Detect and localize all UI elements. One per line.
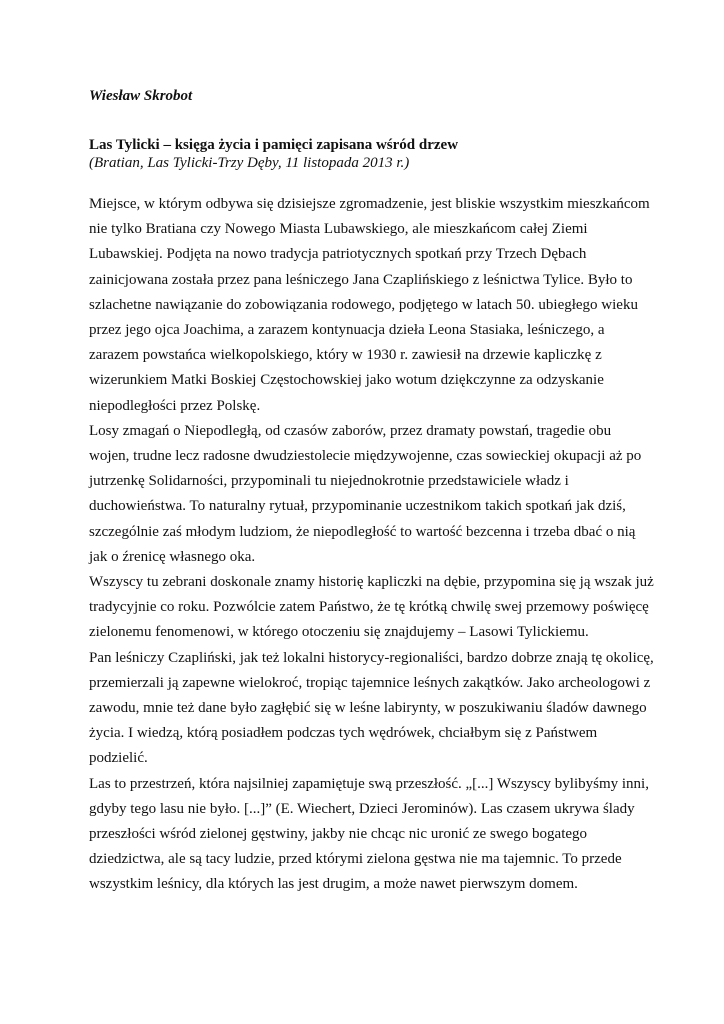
text-line: gdyby tego lasu nie było. [...]” (E. Wiechert, Dzieci Jerominów). Las czasem ukrywa ślady (89, 800, 635, 817)
text-line: Losy zmagań o Niepodległą, od czasów zaborów, przez dramaty powstań, tragedie obu (89, 422, 612, 439)
text-line: podzielić. (89, 750, 148, 767)
text-line: duchowieństwa. To naturalny rytuał, przypominanie uczestnikom takich spotkań jak dziś, (89, 498, 626, 515)
text-line: Lubawskiej. Podjęta na nowo tradycja patriotycznych spotkań przy Trzech Dębach (89, 246, 587, 263)
text-line: przeszłości wśród zielonej gęstwiny, jakby nie chcąc nic uronić ze swego bogatego (89, 826, 588, 843)
text-line: Pan leśniczy Czapliński, jak też lokalni historycy-regionaliści, bardzo dobrze znają tę okolicę, (89, 649, 654, 666)
title-block (89, 136, 649, 172)
text-line: zainicjowana została przez pana leśniczego Jana Czaplińskiego z leśnictwa Tylice. Było to (89, 271, 633, 288)
text-line: przemierzali ją zapewne wielokroć, tropiąc tajemnice leśnych zakątków. Jako archeologowi z (89, 674, 651, 691)
text-line: tradycyjnie co roku. Pozwólcie zatem Państwo, że tę krótką chwilę swej przemowy poświęcę (89, 599, 649, 616)
document-title: Las Tylicki – księga życia i pamięci zapisana wśród drzew (89, 137, 459, 153)
document-subtitle: (Bratian, Las Tylicki-Trzy Dęby, 11 listopada 2013 r.) (89, 155, 410, 171)
author-name: Wiesław Skrobot (89, 88, 193, 104)
text-line: nie tylko Bratiana czy Nowego Miasta Lubawskiego, ale mieszkańcom całej Ziemi (89, 221, 588, 238)
text-line: wojen, trudne lecz radosne dwudziestolecie międzywojenne, czas sowieckiej okupacji aż po (89, 448, 642, 465)
text-line: jak o źrenicę własnego oka. (89, 548, 256, 565)
text-line: dziedzictwa, ale są tacy ludzie, przed którymi zielona gęstwa nie ma tajemnic. To przede (89, 851, 622, 868)
text-line: jutrzenkę Solidarności, przypominali tu niejednokrotnie przedstawiciele władz i (89, 473, 569, 490)
body-text (89, 192, 654, 898)
text-line: życia. I wiedzą, którą posiadłem podczas tych wędrówek, chciałbym się z Państwem (89, 725, 598, 742)
text-line: niepodległości przez Polskę. (89, 397, 261, 414)
text-line: zarazem powstańca wielkopolskiego, który w 1930 r. zawiesił na drzewie kapliczkę z (89, 347, 602, 364)
text-line: Las to przestrzeń, która najsilniej zapamiętuje swą przeszłość. „[...] Wszyscy bylibyśmy inni, (89, 775, 649, 792)
text-line: wizerunkiem Matki Boskiej Częstochowskiej jako wotum dziękczynne za odzyskanie (89, 372, 604, 389)
text-line: wszystkim leśnicy, dla których las jest drugim, a może nawet pierwszym domem. (89, 876, 578, 893)
text-line: zielonemu fenomenowi, w którego otoczeniu się znajdujemy – Lasowi Tylickiemu. (89, 624, 589, 641)
text-line: szczególnie zaś młodym ludziom, że niepodległość to wartość bezcenna i trzeba dbać o nią (89, 523, 636, 540)
text-line: przez jego ojca Joachima, a zarazem kontynuacja dzieła Leona Stasiaka, leśniczego, a (89, 322, 605, 339)
text-line: Miejsce, w którym odbywa się dzisiejsze zgromadzenie, jest bliskie wszystkim mieszkańcom (89, 196, 650, 212)
text-line: zawodu, mnie też dane było zagłębić się w leśne labirynty, w poszukiwaniu śladów dawnego (89, 700, 647, 717)
text-line: szlachetne nawiązanie do zobowiązania rodowego, podjętego w latach 50. ubiegłego wieku (89, 296, 638, 313)
text-line: Wszyscy tu zebrani doskonale znamy historię kapliczki na dębie, przypomina się ją wszak już (89, 574, 654, 591)
